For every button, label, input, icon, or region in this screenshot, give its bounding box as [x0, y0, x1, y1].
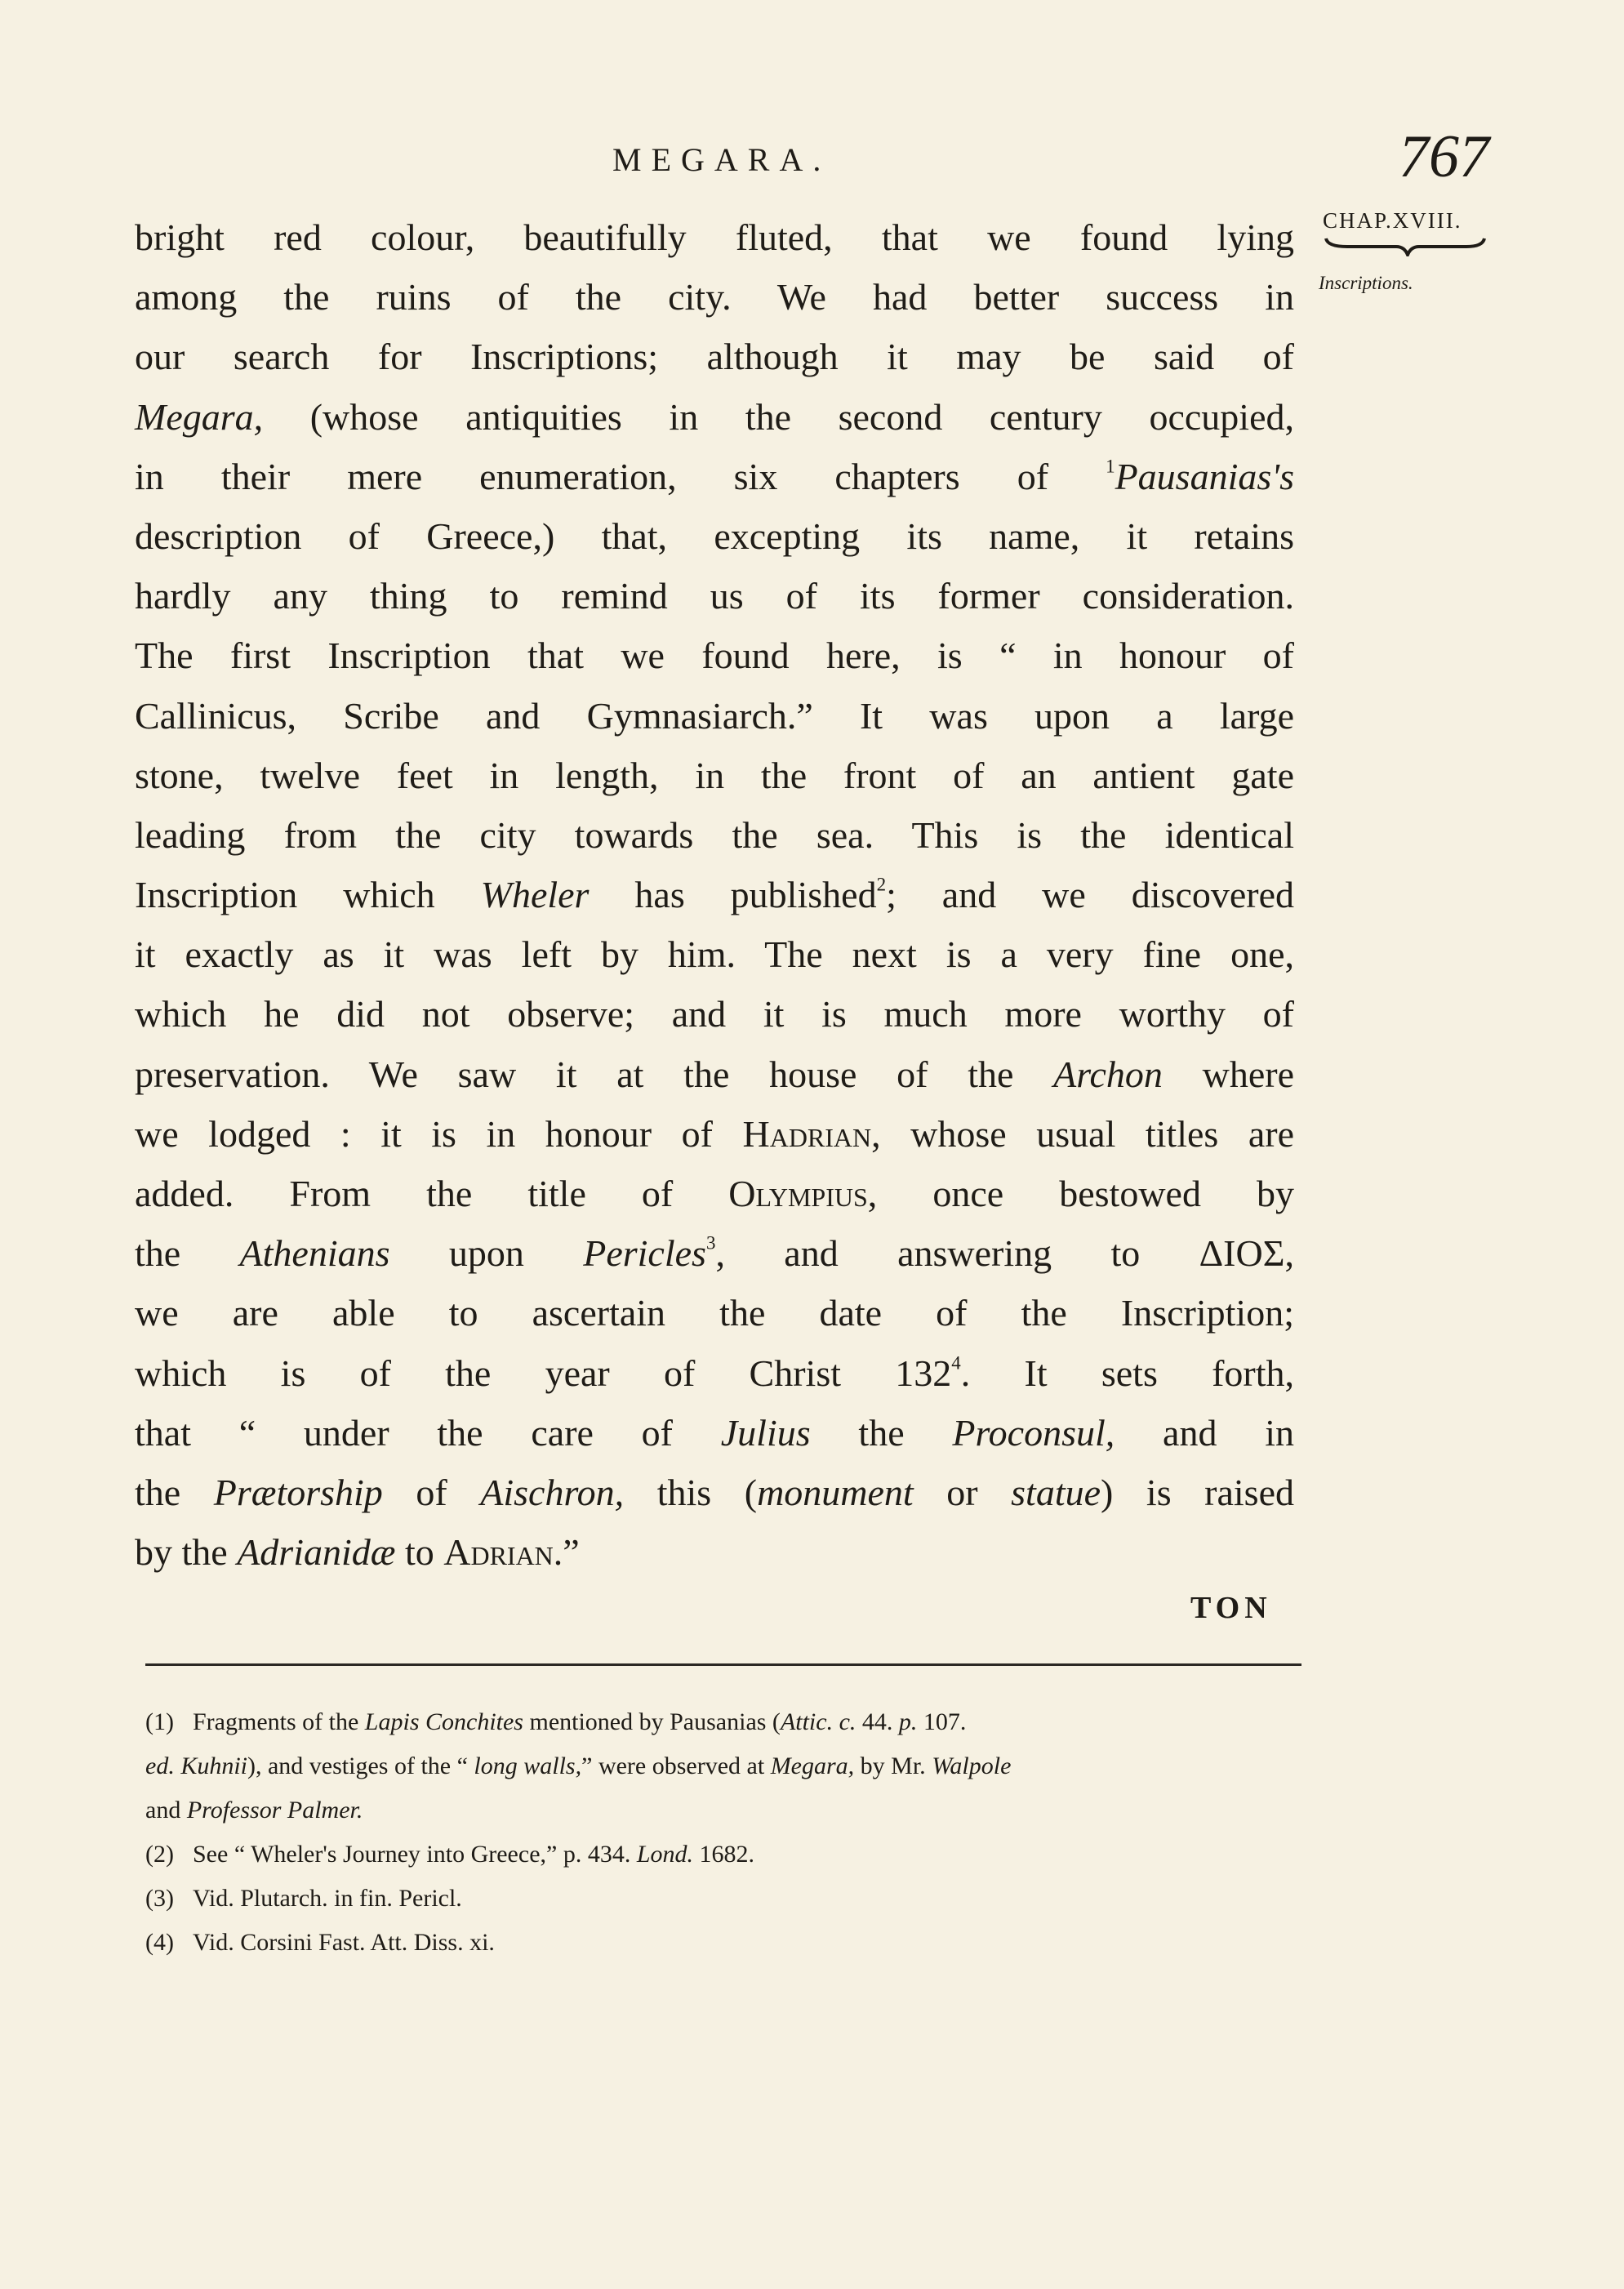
text-line: preservation. We saw it at the house of the Archon where	[135, 1053, 1295, 1095]
text-line: our search for Inscriptions; although it may be said of	[135, 336, 1294, 378]
footnote-1-cont: ed. Kuhnii), and vestiges of the “ long walls,” were observed at Megara, by Mr. Walpole	[145, 1752, 1012, 1779]
footnote-4: (4) Vid. Corsini Fast. Att. Diss. xi.	[145, 1929, 495, 1956]
text-line: Callinicus, Scribe and Gymnasiarch.” It was upon a large	[135, 694, 1294, 737]
footnote-ref: 2	[876, 874, 887, 895]
text-line: stone, twelve feet in length, in the front of an antient gate	[135, 754, 1294, 796]
footnote-ref: 1	[1106, 456, 1115, 477]
catchword: TON	[1190, 1591, 1272, 1625]
chapter-label: CHAP.XVIII.	[1323, 208, 1462, 233]
footnote-ref: 4	[951, 1352, 961, 1373]
text-line: by the Adrianidæ to Adrian.”	[135, 1531, 580, 1574]
running-title: MEGARA.	[612, 141, 831, 178]
text-line: leading from the city towards the sea. This is the identical	[135, 813, 1294, 856]
footnotes	[145, 1700, 1297, 1965]
text-line: hardly any thing to remind us of its former consideration.	[135, 575, 1294, 617]
footnote-1-cont: and Professor Palmer.	[145, 1797, 363, 1824]
text-line: we lodged : it is in honour of Hadrian, whose usual titles are	[135, 1112, 1294, 1155]
text-line: description of Greece,) that, excepting its name, it retains	[135, 514, 1294, 557]
footnote-divider	[145, 1663, 1301, 1666]
main-text	[135, 207, 1294, 1582]
footnote-1: (1) Fragments of the Lapis Conchites mentioned by Pausanias (Attic. c. 44. p. 107.	[145, 1708, 967, 1735]
margin-note	[1319, 208, 1494, 294]
text-line: we are able to ascertain the date of the Inscription;	[135, 1292, 1294, 1334]
text-line: among the ruins of the city. We had better success in	[135, 276, 1294, 318]
text-line: the Prætorship of Aischron, this (monument or statue) is raised	[135, 1471, 1294, 1513]
side-note: Inscriptions.	[1319, 273, 1413, 293]
text-line: in their mere enumeration, six chapters of $^1$Pausanias's	[135, 455, 1294, 497]
text-line: it exactly as it was left by him. The next is a very fine one,	[135, 933, 1294, 976]
text-line: which he did not observe; and it is much more worthy of	[135, 993, 1294, 1035]
footnote-ref: 3	[705, 1232, 716, 1254]
running-head	[0, 123, 1624, 190]
footnote-3: (3) Vid. Plutarch. in fin. Pericl.	[145, 1885, 462, 1912]
page-number: 767	[1399, 123, 1489, 190]
text-line: added. From the title of Olympius, once bestowed by	[135, 1173, 1294, 1214]
text-line: which is of the year of Christ $132^4$. It sets forth,	[135, 1352, 1295, 1394]
text-line: bright red colour, beautifully fluted, that we found lying	[135, 216, 1294, 258]
text-line: that “ under the care of Julius the Proconsul, and in	[135, 1411, 1294, 1454]
text-line: The first Inscription that we found here, is “ in honour of	[135, 635, 1294, 677]
brace-ornament	[1323, 235, 1494, 256]
text-line: the Athenians upon Pericles$^3$, and answering to ΔΙΟΣ,	[135, 1232, 1294, 1275]
text-line: Inscription which Wheler has published$^2$; and we discovered	[135, 874, 1295, 916]
text-line: Megara, (whose antiquities in the second century occupied,	[135, 395, 1294, 438]
footnote-2: (2) See “ Wheler's Journey into Greece,” p. 434. Lond. 1682.	[145, 1841, 755, 1868]
